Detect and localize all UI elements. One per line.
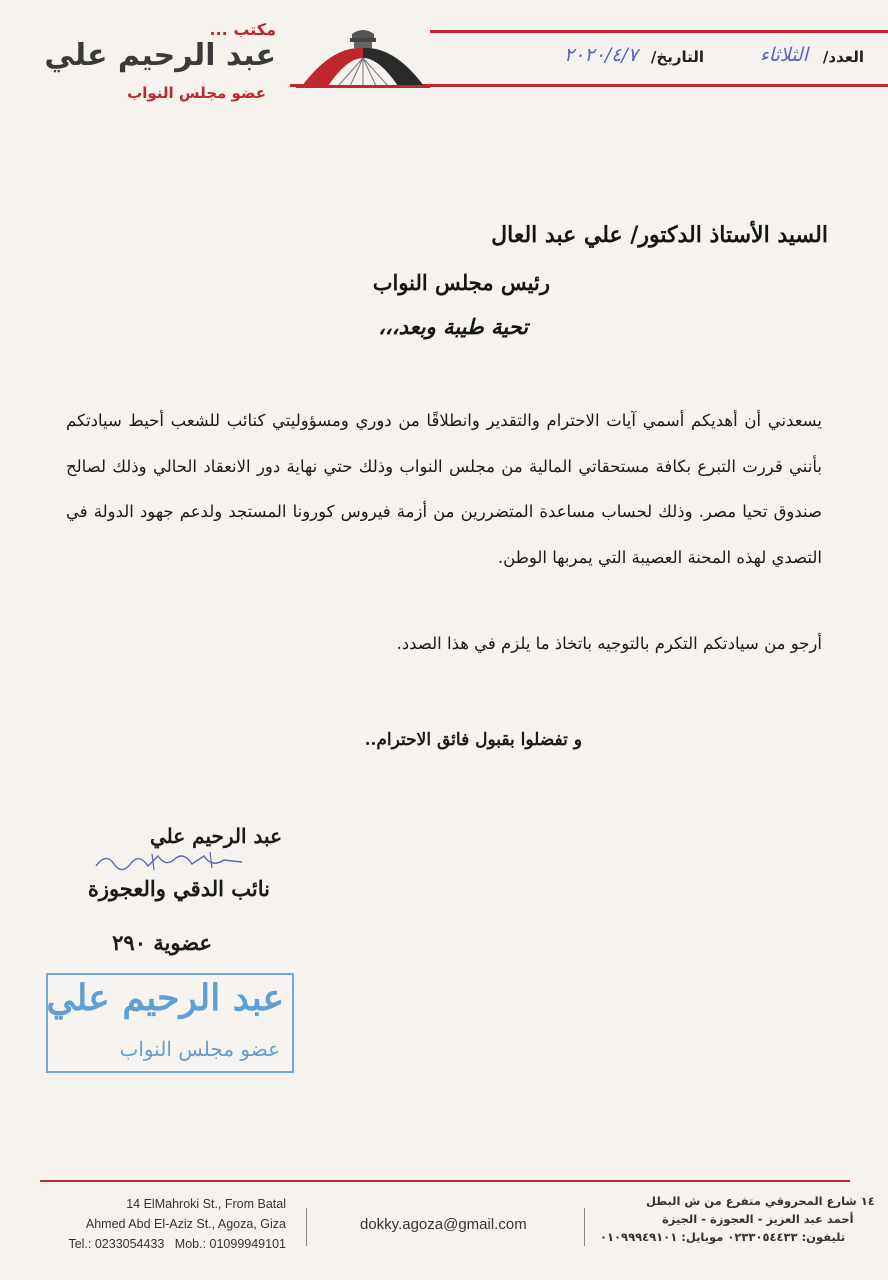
- official-stamp: [46, 973, 294, 1073]
- footer-email: dokky.agoza@gmail.com: [360, 1216, 527, 1233]
- letter-request: أرجو من سيادتكم التكرم بالتوجيه باتخاذ ما يلزم في هذا الصدد.: [396, 634, 822, 653]
- parliament-dome-icon: [350, 30, 376, 48]
- letter-paragraph: يسعدني أن أهديكم أسمي آيات الاحترام والتقدير وانطلاقًا من دوري ومسؤوليتي كنائب للشعب أحيط سيادتكم بأنني قررت التبرع بكافة مستحقاتي المالية من مجلس النواب وذلك حتي نهاية دور الانعقاد الحالي وذلك لصالح صندوق تحيا مصر. وذلك لحساب مساعدة المتضررين من أزمة فيروس كورونا المستجد ولدعم جهود الدولة في التصدي لهذه المحنة العصيبة التي يمربها الوطن.: [66, 411, 822, 567]
- parliament-logo-icon: [292, 28, 434, 90]
- mob-en: Mob.: 01099949101: [174, 1237, 286, 1251]
- stamp-name: عبد الرحيم علي: [46, 977, 284, 1019]
- office-name: عبد الرحيم علي: [44, 38, 276, 73]
- date-label: التاريخ/: [650, 48, 704, 66]
- date-handwritten: ٢٠٢٠/٤/٧: [563, 44, 638, 66]
- stamp-role: عضو مجلس النواب: [119, 1037, 280, 1061]
- footer-divider-left: [306, 1208, 307, 1246]
- signatory-title: نائب الدقي والعجوزة: [87, 876, 270, 901]
- footer-rule: [40, 1180, 850, 1182]
- footer-address-en: [30, 1194, 286, 1254]
- office-label: مكتب ...: [209, 20, 276, 39]
- handwritten-signature: [92, 848, 252, 874]
- phones-ar: تليفون: ٠٢٣٣٠٥٤٤٣٣ موبايل: ٠١٠٩٩٩٤٩١٠١: [600, 1230, 846, 1244]
- address-en-line1: 14 ElMahroki St., From Batal: [126, 1197, 286, 1211]
- address-ar-line1: ١٤ شارع المحروقي متفرع من ش البطل: [646, 1194, 875, 1208]
- greeting: تحية طيبة وبعد،،،: [378, 314, 528, 339]
- office-role: عضو مجلس النواب: [127, 84, 266, 102]
- header-rule-top: [430, 30, 888, 33]
- letter-closing: و تفضلوا بقبول فائق الاحترام..: [364, 730, 582, 750]
- addressee-line1: السيد الأستاذ الدكتور/ علي عبد العال: [491, 222, 828, 248]
- number-label: العدد/: [822, 48, 864, 66]
- signatory-name: عبد الرحيم علي: [149, 824, 282, 848]
- address-ar-line2: أحمد عبد العزيز - العجوزة - الجيزة: [662, 1212, 854, 1226]
- phones-en: [30, 1234, 286, 1254]
- day-handwritten: الثلاثاء: [759, 44, 808, 66]
- addressee-line2: رئيس مجلس النواب: [372, 270, 550, 295]
- address-en-line2: Ahmed Abd El-Aziz St., Agoza, Giza: [85, 1217, 286, 1231]
- footer-address-ar: [600, 1192, 876, 1246]
- signatory-membership: عضوية ٢٩٠: [112, 930, 212, 955]
- footer-divider-right: [584, 1208, 585, 1246]
- tel-en: Tel.: 0233054433: [68, 1237, 165, 1251]
